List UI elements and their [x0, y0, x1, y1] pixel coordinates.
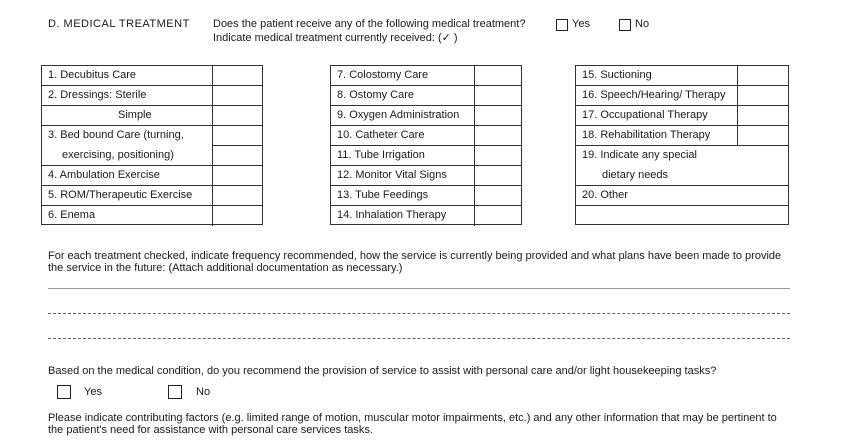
treatment-label: 4. Ambulation Exercise [48, 169, 160, 181]
table-row [331, 66, 521, 86]
table-row [42, 166, 262, 186]
treatment-15-checkbox[interactable] [737, 66, 788, 85]
treatment-5-checkbox[interactable] [212, 186, 262, 205]
table-row [331, 146, 521, 166]
empty-cell [212, 146, 262, 165]
table-row [576, 126, 788, 146]
frequency-instructions: For each treatment checked, indicate frequency recommended, how the service is currently being provided and what plans have been made to provide the service in the future: (Attach additional documentation as necessary.) [48, 250, 782, 274]
table-row [42, 206, 262, 226]
treatment-16-checkbox[interactable] [737, 86, 788, 105]
treatment-label: Simple [118, 109, 152, 121]
treatment-4-checkbox[interactable] [212, 166, 262, 185]
table-row [331, 86, 521, 106]
treatment-3-checkbox[interactable] [212, 126, 262, 146]
table-row [42, 66, 262, 86]
other-treatment-field[interactable] [576, 206, 788, 226]
table-row [42, 86, 262, 106]
treatment-label: 16. Speech/Hearing/ Therapy [582, 89, 726, 101]
treatment-label: 12. Monitor Vital Signs [337, 169, 447, 181]
treatment-label: 19. Indicate any special [582, 149, 697, 161]
treatment-8-checkbox[interactable] [474, 86, 521, 105]
table-row [576, 106, 788, 126]
treatment-2-sterile-checkbox[interactable] [212, 86, 262, 105]
recommend-yes-checkbox[interactable] [57, 385, 71, 399]
treatment-table-3 [575, 65, 789, 225]
table-row [42, 146, 262, 166]
treatment-label: 13. Tube Feedings [337, 189, 429, 201]
treatment-2-simple-checkbox[interactable] [212, 106, 262, 125]
treatment-label: 9. Oxygen Administration [337, 109, 460, 121]
frequency-line-2[interactable] [48, 313, 790, 314]
table-row [576, 146, 788, 186]
table-row [331, 186, 521, 206]
table-row [576, 66, 788, 86]
treatment-label: dietary needs [602, 169, 669, 181]
table-row [576, 186, 788, 206]
treatment-label: 17. Occupational Therapy [582, 109, 708, 121]
treatment-17-checkbox[interactable] [737, 106, 788, 125]
treatment-label: 6. Enema [48, 209, 96, 221]
recommend-question: Based on the medical condition, do you recommend the provision of service to assist with personal care and/or light housekeeping tasks? [48, 365, 717, 377]
treatment-11-checkbox[interactable] [474, 146, 521, 165]
treatment-no-label: No [635, 18, 650, 30]
treatment-7-checkbox[interactable] [474, 66, 521, 85]
treatment-table-2 [330, 65, 522, 225]
recommend-yes-label: Yes [84, 386, 102, 398]
frequency-line-3[interactable] [48, 338, 790, 339]
treatment-table-1 [41, 65, 263, 225]
treatment-label: 3. Bed bound Care (turning, [48, 129, 184, 141]
treatment-label: 15. Suctioning [582, 69, 652, 81]
table-row [42, 126, 262, 146]
treatment-label: 7. Colostomy Care [337, 69, 429, 81]
treatment-yes-checkbox[interactable] [556, 19, 568, 31]
treatment-label: exercising, positioning) [62, 149, 174, 161]
treatment-9-checkbox[interactable] [474, 106, 521, 125]
table-row [42, 106, 262, 126]
treatment-no-checkbox[interactable] [619, 19, 631, 31]
treatment-yes-label: Yes [572, 18, 590, 30]
table-row [331, 166, 521, 186]
treatment-1-checkbox[interactable] [212, 66, 262, 85]
treatment-10-checkbox[interactable] [474, 126, 521, 145]
recommend-no-checkbox[interactable] [168, 385, 182, 399]
treatment-label: 11. Tube Irrigation [337, 149, 425, 161]
question-line-1: Does the patient receive any of the following medical treatment? [213, 18, 526, 30]
table-row [331, 126, 521, 146]
table-row [331, 206, 521, 226]
treatment-18-checkbox[interactable] [737, 126, 788, 145]
treatment-label: 1. Decubitus Care [48, 69, 137, 81]
treatment-label: 20. Other [582, 189, 628, 201]
section-title: D. MEDICAL TREATMENT [48, 18, 190, 30]
treatment-14-checkbox[interactable] [474, 206, 521, 226]
treatment-label: 18. Rehabilitation Therapy [582, 129, 711, 141]
recommend-no-label: No [196, 386, 211, 398]
treatment-label: 5. ROM/Therapeutic Exercise [48, 189, 193, 201]
treatment-label: 14. Inhalation Therapy [337, 209, 447, 221]
treatment-6-checkbox[interactable] [212, 206, 262, 226]
treatment-label: 10. Catheter Care [337, 129, 425, 141]
treatment-13-checkbox[interactable] [474, 186, 521, 205]
contributing-factors-text: Please indicate contributing factors (e.g. limited range of motion, muscular motor impairments, etc.) and any other information that may be pertinent to the patient's need for assistance with personal care services tasks. [48, 412, 777, 436]
treatment-label: 2. Dressings: Sterile [48, 89, 147, 101]
treatment-label: 8. Ostomy Care [337, 89, 415, 101]
frequency-line-1[interactable] [48, 288, 790, 289]
table-row [42, 186, 262, 206]
table-row [576, 86, 788, 106]
question-line-2: Indicate medical treatment currently received: (✓ ) [213, 32, 458, 44]
treatment-12-checkbox[interactable] [474, 166, 521, 185]
table-row [331, 106, 521, 126]
